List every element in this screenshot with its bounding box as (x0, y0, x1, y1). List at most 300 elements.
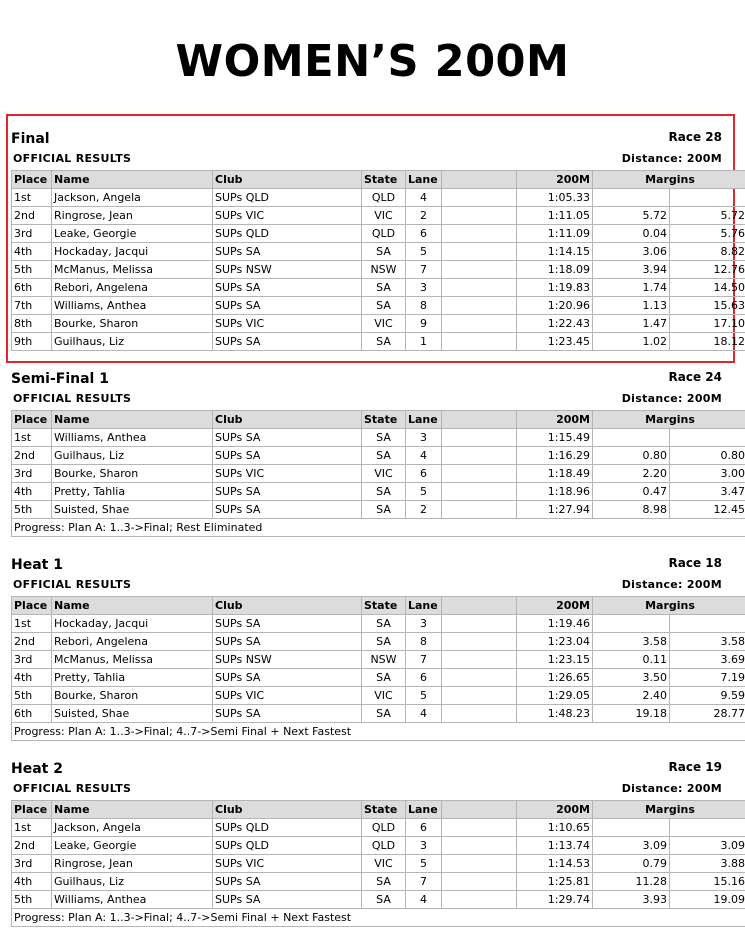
cell-cumulative-margin: 8.82 (670, 243, 745, 261)
cell-cumulative-margin (670, 615, 745, 633)
cell-lane: 5 (406, 243, 442, 261)
cell-place: 5th (12, 501, 52, 519)
cell-spacer (442, 207, 517, 225)
cell-lane: 3 (406, 279, 442, 297)
cell-place: 2nd (12, 633, 52, 651)
cell-state: SA (362, 873, 406, 891)
col-margins: Margins (593, 801, 745, 819)
cell-spacer (442, 837, 517, 855)
cell-spacer (442, 447, 517, 465)
cell-margin: 3.94 (593, 261, 670, 279)
progress-text: Progress: Plan A: 1..3->Final; Rest Eliminated (12, 519, 745, 537)
cell-name: Rebori, Angelena (52, 279, 213, 297)
cell-lane: 6 (406, 465, 442, 483)
col-name: Name (52, 411, 213, 429)
section-subheader (11, 576, 723, 596)
official-results-label: OFFICIAL RESULTS (13, 782, 132, 795)
cell-state: SA (362, 501, 406, 519)
cell-name: Bourke, Sharon (52, 687, 213, 705)
cell-place: 4th (12, 873, 52, 891)
cell-name: Pretty, Tahlia (52, 483, 213, 501)
cell-time: 1:18.09 (517, 261, 593, 279)
cell-time: 1:16.29 (517, 447, 593, 465)
cell-spacer (442, 855, 517, 873)
cell-spacer (442, 615, 517, 633)
cell-time: 1:26.65 (517, 669, 593, 687)
cell-state: SA (362, 483, 406, 501)
cell-margin: 3.09 (593, 837, 670, 855)
col-spacer (442, 411, 517, 429)
cell-spacer (442, 465, 517, 483)
cell-state: SA (362, 297, 406, 315)
cell-margin: 3.50 (593, 669, 670, 687)
col-club: Club (213, 597, 362, 615)
table-row (12, 873, 745, 891)
cell-spacer (442, 225, 517, 243)
header-row (12, 597, 745, 615)
race-number: Race 18 (668, 556, 722, 570)
cell-cumulative-margin (670, 429, 745, 447)
cell-name: Pretty, Tahlia (52, 669, 213, 687)
table-row (12, 501, 745, 519)
cell-place: 4th (12, 669, 52, 687)
cell-name: Suisted, Shae (52, 705, 213, 723)
cell-lane: 3 (406, 429, 442, 447)
cell-cumulative-margin (670, 819, 745, 837)
cell-club: SUPs SA (213, 447, 362, 465)
cell-place: 2nd (12, 837, 52, 855)
cell-state: NSW (362, 261, 406, 279)
section-title: Heat 1 (11, 557, 63, 573)
col-margins: Margins (593, 411, 745, 429)
cell-name: Ringrose, Jean (52, 855, 213, 873)
cell-spacer (442, 261, 517, 279)
cell-time: 1:27.94 (517, 501, 593, 519)
cell-place: 4th (12, 243, 52, 261)
cell-spacer (442, 891, 517, 909)
col-spacer (442, 801, 517, 819)
table-row (12, 189, 745, 207)
cell-state: QLD (362, 225, 406, 243)
cell-spacer (442, 483, 517, 501)
cell-name: Bourke, Sharon (52, 315, 213, 333)
cell-state: QLD (362, 189, 406, 207)
cell-lane: 4 (406, 705, 442, 723)
table-row (12, 243, 745, 261)
section-subheader (11, 150, 723, 170)
section-title: Heat 2 (11, 761, 63, 777)
cell-margin: 0.11 (593, 651, 670, 669)
cell-cumulative-margin: 3.00 (670, 465, 745, 483)
table-row (12, 483, 745, 501)
official-results-label: OFFICIAL RESULTS (13, 152, 132, 165)
results-section (11, 556, 745, 741)
cell-lane: 4 (406, 447, 442, 465)
table-row (12, 615, 745, 633)
cell-cumulative-margin: 7.19 (670, 669, 745, 687)
col-name: Name (52, 801, 213, 819)
cell-time: 1:25.81 (517, 873, 593, 891)
cell-margin: 1.02 (593, 333, 670, 351)
section-title: Final (11, 131, 50, 147)
cell-cumulative-margin: 3.69 (670, 651, 745, 669)
progress-row (12, 723, 745, 741)
cell-spacer (442, 279, 517, 297)
progress-text: Progress: Plan A: 1..3->Final; 4..7->Semi Final + Next Fastest (12, 723, 745, 741)
cell-place: 5th (12, 261, 52, 279)
cell-name: Hockaday, Jacqui (52, 615, 213, 633)
cell-time: 1:11.05 (517, 207, 593, 225)
cell-name: Williams, Anthea (52, 429, 213, 447)
col-club: Club (213, 801, 362, 819)
page-title: WOMEN’S 200M (175, 36, 570, 87)
col-state: State (362, 411, 406, 429)
cell-state: QLD (362, 819, 406, 837)
cell-name: Williams, Anthea (52, 297, 213, 315)
col-time: 200M (517, 801, 593, 819)
section-header (11, 130, 723, 150)
cell-cumulative-margin: 3.88 (670, 855, 745, 873)
cell-club: SUPs NSW (213, 651, 362, 669)
cell-lane: 3 (406, 837, 442, 855)
cell-place: 2nd (12, 207, 52, 225)
cell-lane: 5 (406, 687, 442, 705)
progress-text: Progress: Plan A: 1..3->Final; 4..7->Semi Final + Next Fastest (12, 909, 745, 927)
cell-name: Ringrose, Jean (52, 207, 213, 225)
cell-name: Leake, Georgie (52, 225, 213, 243)
cell-margin: 1.13 (593, 297, 670, 315)
cell-time: 1:22.43 (517, 315, 593, 333)
cell-margin: 3.58 (593, 633, 670, 651)
cell-place: 1st (12, 189, 52, 207)
cell-spacer (442, 189, 517, 207)
section-header (11, 760, 723, 780)
cell-cumulative-margin: 15.16 (670, 873, 745, 891)
cell-club: SUPs SA (213, 333, 362, 351)
cell-cumulative-margin: 15.63 (670, 297, 745, 315)
col-place: Place (12, 597, 52, 615)
cell-state: SA (362, 333, 406, 351)
cell-time: 1:05.33 (517, 189, 593, 207)
cell-time: 1:19.46 (517, 615, 593, 633)
table-row (12, 669, 745, 687)
cell-margin: 8.98 (593, 501, 670, 519)
cell-club: SUPs SA (213, 279, 362, 297)
cell-time: 1:14.15 (517, 243, 593, 261)
cell-lane: 4 (406, 891, 442, 909)
cell-place: 4th (12, 483, 52, 501)
header-row (12, 411, 745, 429)
cell-club: SUPs QLD (213, 837, 362, 855)
cell-time: 1:18.49 (517, 465, 593, 483)
col-place: Place (12, 801, 52, 819)
cell-margin: 0.47 (593, 483, 670, 501)
cell-club: SUPs SA (213, 243, 362, 261)
table-row (12, 819, 745, 837)
progress-row (12, 909, 745, 927)
cell-name: Guilhaus, Liz (52, 873, 213, 891)
cell-place: 1st (12, 819, 52, 837)
cell-place: 3rd (12, 225, 52, 243)
col-state: State (362, 801, 406, 819)
cell-state: NSW (362, 651, 406, 669)
cell-cumulative-margin: 28.77 (670, 705, 745, 723)
cell-spacer (442, 315, 517, 333)
col-place: Place (12, 411, 52, 429)
section-title: Semi-Final 1 (11, 371, 109, 387)
cell-time: 1:14.53 (517, 855, 593, 873)
cell-time: 1:13.74 (517, 837, 593, 855)
results-table (11, 170, 745, 351)
cell-name: McManus, Melissa (52, 651, 213, 669)
cell-club: SUPs NSW (213, 261, 362, 279)
table-row (12, 687, 745, 705)
cell-cumulative-margin: 0.80 (670, 447, 745, 465)
cell-place: 8th (12, 315, 52, 333)
cell-margin: 0.79 (593, 855, 670, 873)
table-row (12, 225, 745, 243)
cell-place: 3rd (12, 651, 52, 669)
table-row (12, 891, 745, 909)
cell-time: 1:20.96 (517, 297, 593, 315)
distance-label: Distance: 200M (621, 392, 722, 405)
cell-margin (593, 615, 670, 633)
cell-state: SA (362, 615, 406, 633)
cell-cumulative-margin: 17.10 (670, 315, 745, 333)
race-number: Race 28 (668, 130, 722, 144)
results-table (11, 410, 745, 537)
results-table (11, 800, 745, 927)
cell-cumulative-margin: 18.12 (670, 333, 745, 351)
cell-time: 1:19.83 (517, 279, 593, 297)
cell-lane: 7 (406, 873, 442, 891)
cell-margin: 1.74 (593, 279, 670, 297)
cell-time: 1:29.74 (517, 891, 593, 909)
cell-cumulative-margin: 5.76 (670, 225, 745, 243)
cell-name: Leake, Georgie (52, 837, 213, 855)
cell-club: SUPs SA (213, 483, 362, 501)
section-subheader (11, 780, 723, 800)
cell-lane: 8 (406, 633, 442, 651)
cell-place: 6th (12, 279, 52, 297)
cell-lane: 5 (406, 855, 442, 873)
cell-state: VIC (362, 207, 406, 225)
cell-spacer (442, 705, 517, 723)
cell-cumulative-margin: 3.09 (670, 837, 745, 855)
cell-margin: 0.04 (593, 225, 670, 243)
col-name: Name (52, 171, 213, 189)
cell-name: Williams, Anthea (52, 891, 213, 909)
col-state: State (362, 597, 406, 615)
cell-club: SUPs SA (213, 429, 362, 447)
race-number: Race 24 (668, 370, 722, 384)
cell-lane: 5 (406, 483, 442, 501)
cell-place: 6th (12, 705, 52, 723)
cell-name: Rebori, Angelena (52, 633, 213, 651)
cell-spacer (442, 633, 517, 651)
table-row (12, 855, 745, 873)
distance-label: Distance: 200M (621, 578, 722, 591)
cell-spacer (442, 333, 517, 351)
cell-time: 1:23.15 (517, 651, 593, 669)
col-lane: Lane (406, 411, 442, 429)
cell-spacer (442, 501, 517, 519)
col-state: State (362, 171, 406, 189)
cell-club: SUPs QLD (213, 225, 362, 243)
cell-club: SUPs SA (213, 705, 362, 723)
table-row (12, 207, 745, 225)
distance-label: Distance: 200M (621, 782, 722, 795)
cell-lane: 3 (406, 615, 442, 633)
cell-state: VIC (362, 465, 406, 483)
cell-margin: 1.47 (593, 315, 670, 333)
cell-spacer (442, 651, 517, 669)
cell-place: 5th (12, 687, 52, 705)
col-time: 200M (517, 411, 593, 429)
cell-margin: 0.80 (593, 447, 670, 465)
table-row (12, 333, 745, 351)
cell-margin (593, 189, 670, 207)
cell-cumulative-margin: 5.72 (670, 207, 745, 225)
cell-spacer (442, 873, 517, 891)
cell-name: Jackson, Angela (52, 189, 213, 207)
table-row (12, 633, 745, 651)
table-row (12, 429, 745, 447)
cell-name: Suisted, Shae (52, 501, 213, 519)
cell-spacer (442, 429, 517, 447)
cell-state: SA (362, 243, 406, 261)
col-time: 200M (517, 171, 593, 189)
cell-time: 1:23.45 (517, 333, 593, 351)
cell-place: 3rd (12, 465, 52, 483)
cell-lane: 1 (406, 333, 442, 351)
cell-club: SUPs SA (213, 633, 362, 651)
cell-state: SA (362, 429, 406, 447)
cell-state: SA (362, 633, 406, 651)
table-row (12, 279, 745, 297)
cell-club: SUPs SA (213, 669, 362, 687)
cell-cumulative-margin: 9.59 (670, 687, 745, 705)
cell-lane: 7 (406, 651, 442, 669)
cell-state: VIC (362, 687, 406, 705)
header-row (12, 171, 745, 189)
cell-lane: 6 (406, 669, 442, 687)
section-header (11, 370, 723, 390)
header-row (12, 801, 745, 819)
results-table (11, 596, 745, 741)
distance-label: Distance: 200M (621, 152, 722, 165)
col-margins: Margins (593, 171, 745, 189)
cell-state: SA (362, 447, 406, 465)
cell-place: 5th (12, 891, 52, 909)
official-results-label: OFFICIAL RESULTS (13, 578, 132, 591)
col-club: Club (213, 171, 362, 189)
col-lane: Lane (406, 171, 442, 189)
cell-margin (593, 819, 670, 837)
official-results-label: OFFICIAL RESULTS (13, 392, 132, 405)
results-section (11, 130, 745, 351)
table-row (12, 705, 745, 723)
cell-time: 1:11.09 (517, 225, 593, 243)
cell-margin (593, 429, 670, 447)
cell-name: Hockaday, Jacqui (52, 243, 213, 261)
cell-club: SUPs VIC (213, 315, 362, 333)
cell-state: SA (362, 279, 406, 297)
cell-spacer (442, 669, 517, 687)
cell-place: 9th (12, 333, 52, 351)
table-row (12, 447, 745, 465)
table-row (12, 297, 745, 315)
cell-spacer (442, 687, 517, 705)
cell-margin: 3.93 (593, 891, 670, 909)
cell-club: SUPs VIC (213, 855, 362, 873)
cell-club: SUPs QLD (213, 189, 362, 207)
cell-state: SA (362, 891, 406, 909)
cell-name: Guilhaus, Liz (52, 447, 213, 465)
table-row (12, 465, 745, 483)
cell-margin: 3.06 (593, 243, 670, 261)
cell-margin: 11.28 (593, 873, 670, 891)
cell-spacer (442, 243, 517, 261)
table-row (12, 315, 745, 333)
cell-cumulative-margin: 3.47 (670, 483, 745, 501)
cell-time: 1:15.49 (517, 429, 593, 447)
cell-club: SUPs SA (213, 615, 362, 633)
cell-name: Bourke, Sharon (52, 465, 213, 483)
cell-time: 1:29.05 (517, 687, 593, 705)
cell-spacer (442, 819, 517, 837)
col-spacer (442, 597, 517, 615)
cell-cumulative-margin: 14.50 (670, 279, 745, 297)
cell-margin: 2.40 (593, 687, 670, 705)
cell-club: SUPs SA (213, 501, 362, 519)
cell-lane: 2 (406, 207, 442, 225)
race-number: Race 19 (668, 760, 722, 774)
cell-lane: 2 (406, 501, 442, 519)
col-margins: Margins (593, 597, 745, 615)
cell-state: SA (362, 669, 406, 687)
cell-place: 1st (12, 429, 52, 447)
results-section (11, 370, 745, 537)
cell-time: 1:10.65 (517, 819, 593, 837)
cell-place: 3rd (12, 855, 52, 873)
table-row (12, 261, 745, 279)
cell-cumulative-margin: 12.76 (670, 261, 745, 279)
col-name: Name (52, 597, 213, 615)
col-club: Club (213, 411, 362, 429)
cell-time: 1:18.96 (517, 483, 593, 501)
cell-time: 1:48.23 (517, 705, 593, 723)
table-row (12, 651, 745, 669)
cell-time: 1:23.04 (517, 633, 593, 651)
cell-lane: 6 (406, 225, 442, 243)
cell-name: Jackson, Angela (52, 819, 213, 837)
cell-place: 2nd (12, 447, 52, 465)
table-row (12, 837, 745, 855)
col-lane: Lane (406, 801, 442, 819)
cell-place: 1st (12, 615, 52, 633)
col-lane: Lane (406, 597, 442, 615)
cell-state: VIC (362, 855, 406, 873)
col-spacer (442, 171, 517, 189)
cell-lane: 4 (406, 189, 442, 207)
cell-club: SUPs SA (213, 297, 362, 315)
cell-club: SUPs VIC (213, 687, 362, 705)
cell-margin: 5.72 (593, 207, 670, 225)
cell-club: SUPs QLD (213, 819, 362, 837)
cell-margin: 19.18 (593, 705, 670, 723)
section-subheader (11, 390, 723, 410)
